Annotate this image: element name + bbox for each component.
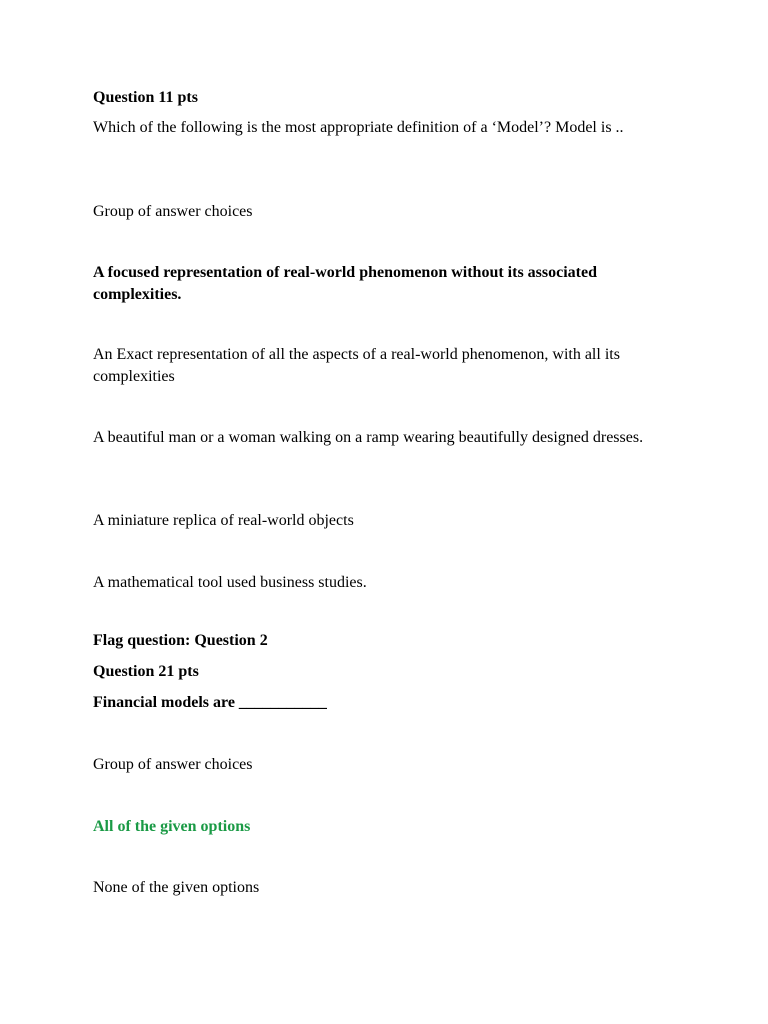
question-1-prompt: Which of the following is the most appropriate definition of a ‘Model’? Model is .. [93,119,624,136]
question-1-choice-e[interactable]: A mathematical tool used business studies. [93,574,367,591]
question-1-choice-b[interactable]: An Exact representation of all the aspects of a real-world phenomenon, with all its complexities [93,346,620,385]
question-2-choice-a-correct[interactable]: All of the given options [93,818,251,835]
question-1-group-label: Group of answer choices [93,203,253,220]
question-2-header: Question 21 pts [93,663,199,680]
question-1-header: Question 11 pts [93,89,198,106]
question-1-choice-c[interactable]: A beautiful man or a woman walking on a ramp wearing beautifully designed dresses. [93,429,644,446]
flag-question-label[interactable]: Flag question: Question 2 [93,632,268,649]
question-2-group-label: Group of answer choices [93,756,253,773]
question-2-choice-b[interactable]: None of the given options [93,879,260,896]
question-1-choice-d[interactable]: A miniature replica of real-world objects [93,512,354,529]
question-1-choice-a[interactable]: A focused representation of real-world phenomenon without its associated complexities. [93,264,597,303]
question-2-prompt: Financial models are ___________ [93,694,327,711]
